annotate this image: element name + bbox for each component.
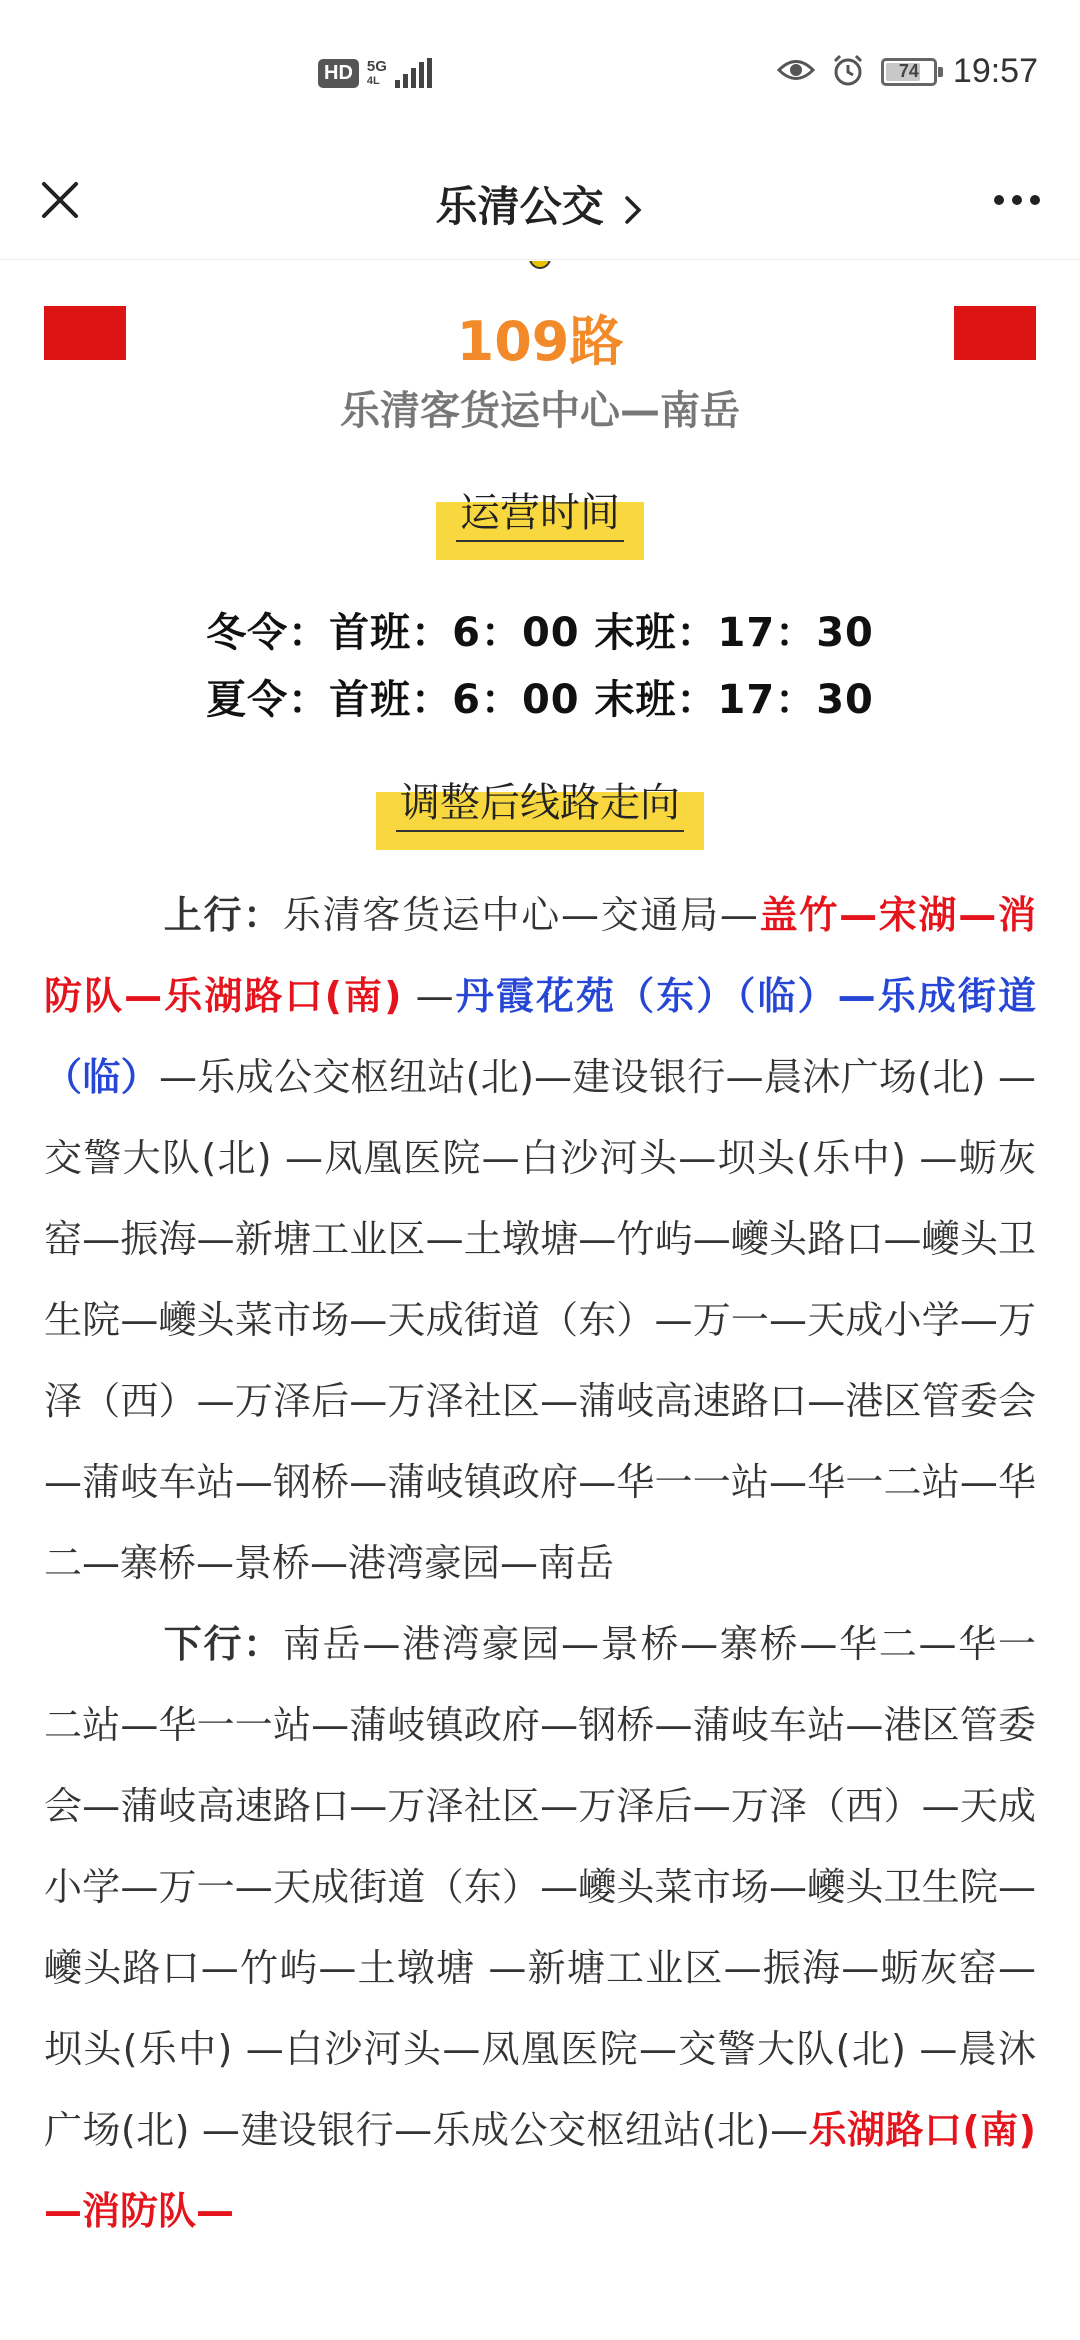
up-label: 上行： (162, 893, 283, 937)
chevron-right-icon (622, 194, 644, 226)
hd-badge: HD (318, 59, 359, 88)
summer-hours: 夏令：首班：6：00 末班：17：30 (206, 677, 874, 723)
route-title: 调整后线路走向 (396, 780, 684, 832)
down-stops-1: 南岳—港湾豪园—景桥—寨桥—华二—华一二站—华一一站—蒲岐镇政府—钢桥—蒲岐车站—港区管委会—蒲岐高速路口—万泽社区—万泽后—万泽（西）—天成小学—万一—天成街道（东）—巙头菜市场—巙头卫生院—巙头路口—竹屿—土墩塘 —新塘工业区—振海—蛎灰窑—坝头(乐中) —白沙河头—凤凰医院—交警大队(北) —晨沐广场(北) —建设银行—乐成公交枢纽站(北)— (44, 1622, 1036, 2152)
route-description (44, 875, 1036, 2335)
battery-icon (881, 58, 937, 86)
more-icon-dot (1030, 195, 1040, 205)
down-stops-red: 乐湖路口(南) —消防队— (44, 2108, 1036, 2233)
hours-section-header (0, 481, 1080, 548)
more-icon-dot (994, 195, 1004, 205)
network-type: 5G (366, 58, 387, 75)
up-stops-red: 盖竹—宋湖—消防队—乐湖路口(南) (44, 893, 1036, 1018)
route-number: 109路 (456, 310, 624, 373)
route-section-header (0, 771, 1080, 838)
status-bar (0, 0, 1080, 150)
eye-icon (777, 57, 815, 87)
up-stops-sep: — (401, 974, 454, 1018)
network-indicator (367, 59, 387, 87)
winter-hours: 冬令：首班：6：00 末班：17：30 (206, 610, 874, 656)
down-label: 下行： (162, 1622, 283, 1666)
route-name: 乐清客货运中心—南岳 (340, 388, 740, 434)
up-stops-blue: 丹霞花苑（东）（临）—乐成街道（临） (44, 974, 1036, 1099)
more-icon-dot (1012, 195, 1022, 205)
page-title: 乐清公交 (435, 182, 604, 231)
nav-title-link[interactable] (0, 174, 1080, 234)
up-stops-2: —乐成公交枢纽站(北)—建设银行—晨沐广场(北) —交警大队(北) —凤凰医院—白沙河头—坝头(乐中) —蛎灰窑—振海—新塘工业区—土墩塘—竹屿—巙头路口—巙头卫生院—巙头菜市场—天成街道（东）—万一—天成小学—万泽（西）—万泽后—万泽社区—蒲岐高速路口—港区管委会—蒲岐车站—钢桥—蒲岐镇政府—华一一站—华一二站—华二—寨桥—景桥—港湾豪园—南岳 (44, 1055, 1036, 1585)
nav-bar (0, 150, 1080, 260)
alarm-icon (831, 53, 865, 91)
status-left (318, 58, 432, 88)
bullet-icon (529, 261, 551, 269)
status-right (777, 52, 1038, 91)
article-content[interactable] (0, 261, 1080, 2340)
network-sub: 4L (366, 75, 380, 87)
up-stops-1: 乐清客货运中心—交通局— (282, 893, 758, 937)
hours-title: 运营时间 (456, 490, 624, 542)
status-time: 19:57 (952, 52, 1038, 90)
battery-level: 74 (898, 61, 919, 81)
signal-icon (395, 58, 432, 88)
hours-title-highlight (436, 481, 644, 548)
more-button[interactable] (982, 170, 1052, 230)
route-title-highlight (376, 771, 704, 838)
